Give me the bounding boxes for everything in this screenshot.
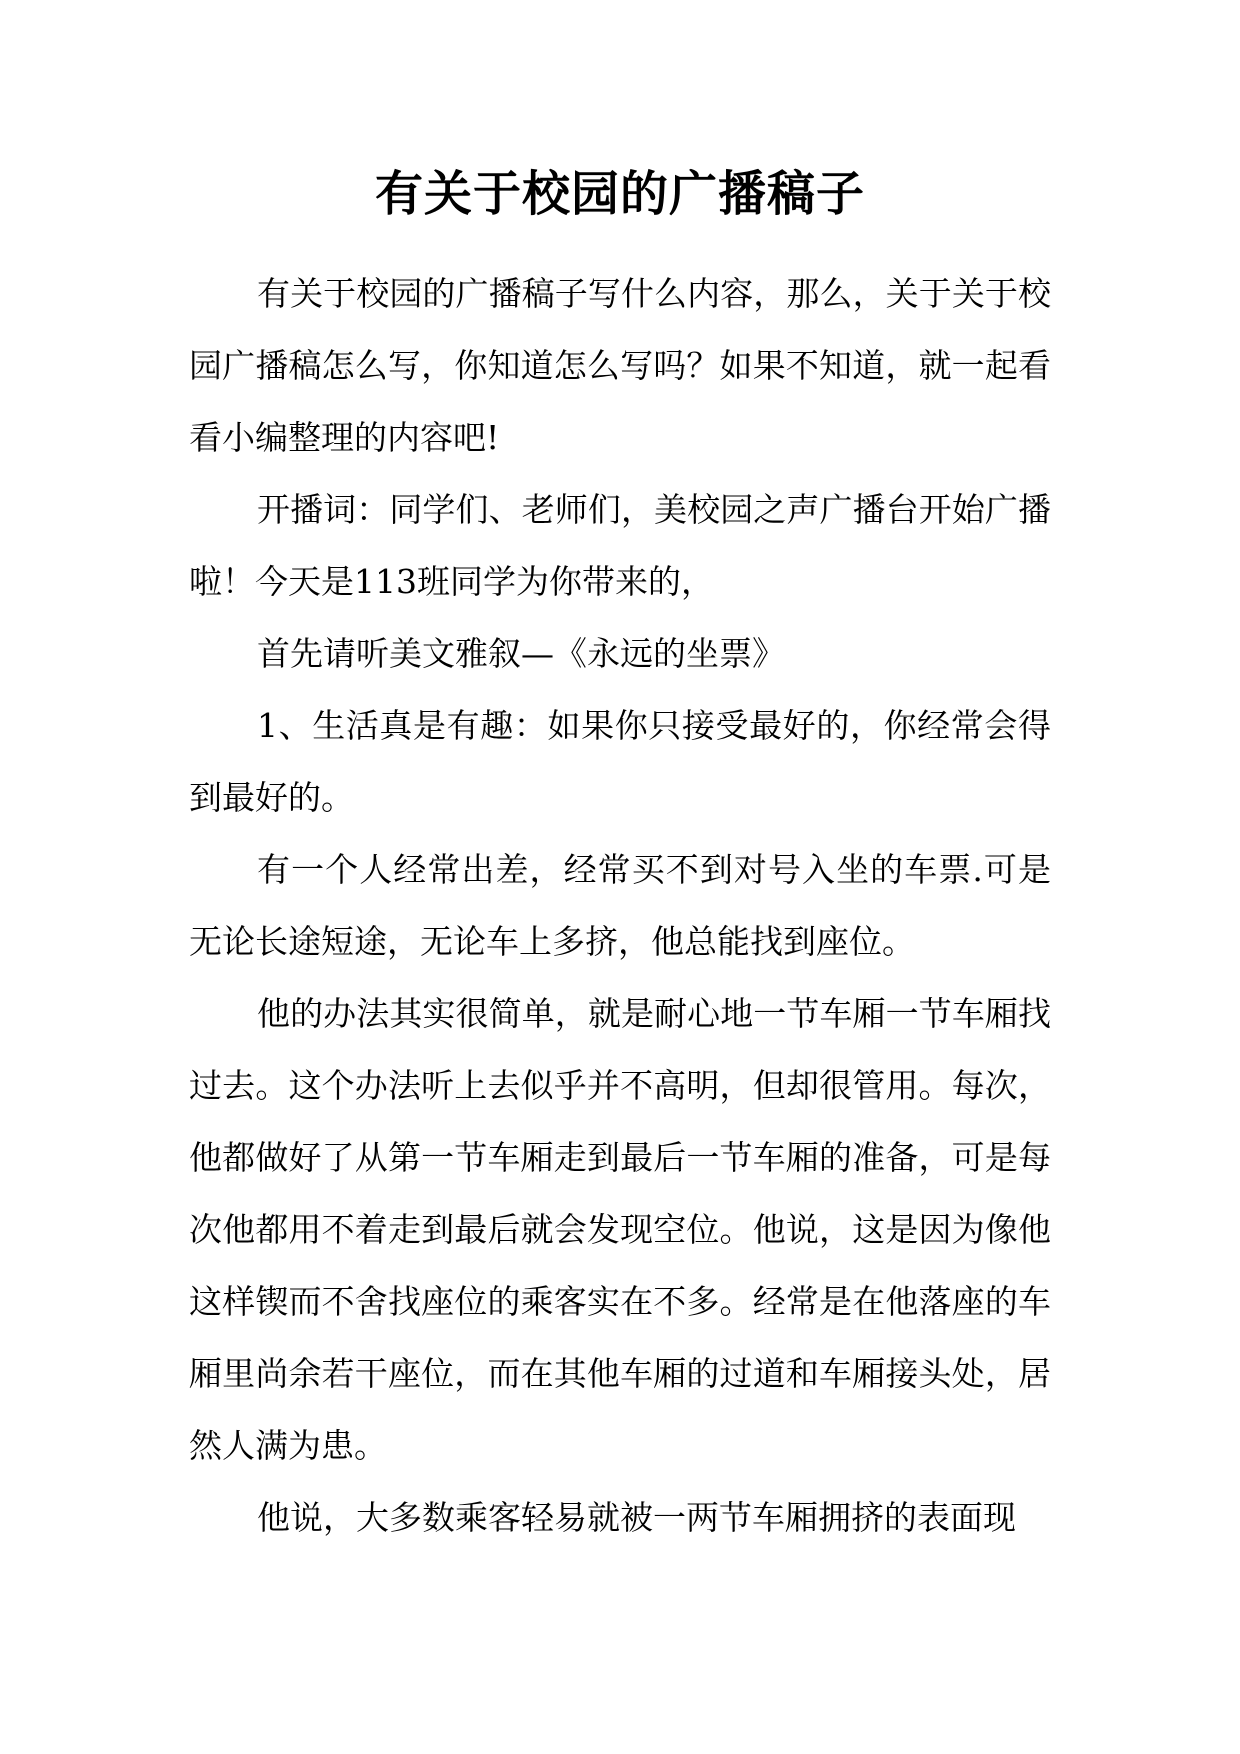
paragraph-opening: 开播词：同学们、老师们，美校园之声广播台开始广播啦！今天是113班同学为你带来的， xyxy=(189,490,1051,601)
paragraph-story-3: 他说，大多数乘客轻易就被一两节车厢拥挤的表面现 xyxy=(257,1498,1016,1537)
paragraph-intro: 有关于校园的广播稿子写什么内容，那么，关于关于校园广播稿怎么写，你知道怎么写吗？如果不知道，就一起看看小编整理的内容吧! xyxy=(189,274,1051,457)
document-title: 有关于校园的广播稿子 xyxy=(374,166,865,222)
paragraph-article-title: 首先请听美文雅叙—《永远的坐票》 xyxy=(257,634,785,673)
document-body xyxy=(189,258,1051,1554)
paragraph-point-1: 1、生活真是有趣：如果你只接受最好的，你经常会得到最好的。 xyxy=(189,706,1051,817)
paragraph-story-2: 他的办法其实很简单，就是耐心地一节车厢一节车厢找过去。这个办法听上去似乎并不高明，但却很管用。每次，他都做好了从第一节车厢走到最后一节车厢的准备，可是每次他都用不着走到最后就会发现空位。他说，这是因为像他这样锲而不舍找座位的乘客实在不多。经常是在他落座的车厢里尚余若干座位，而在其他车厢的过道和车厢接头处，居然人满为患。 xyxy=(189,994,1051,1465)
paragraph-story-1: 有一个人经常出差，经常买不到对号入坐的车票.可是无论长途短途，无论车上多挤，他总能找到座位。 xyxy=(189,850,1051,961)
